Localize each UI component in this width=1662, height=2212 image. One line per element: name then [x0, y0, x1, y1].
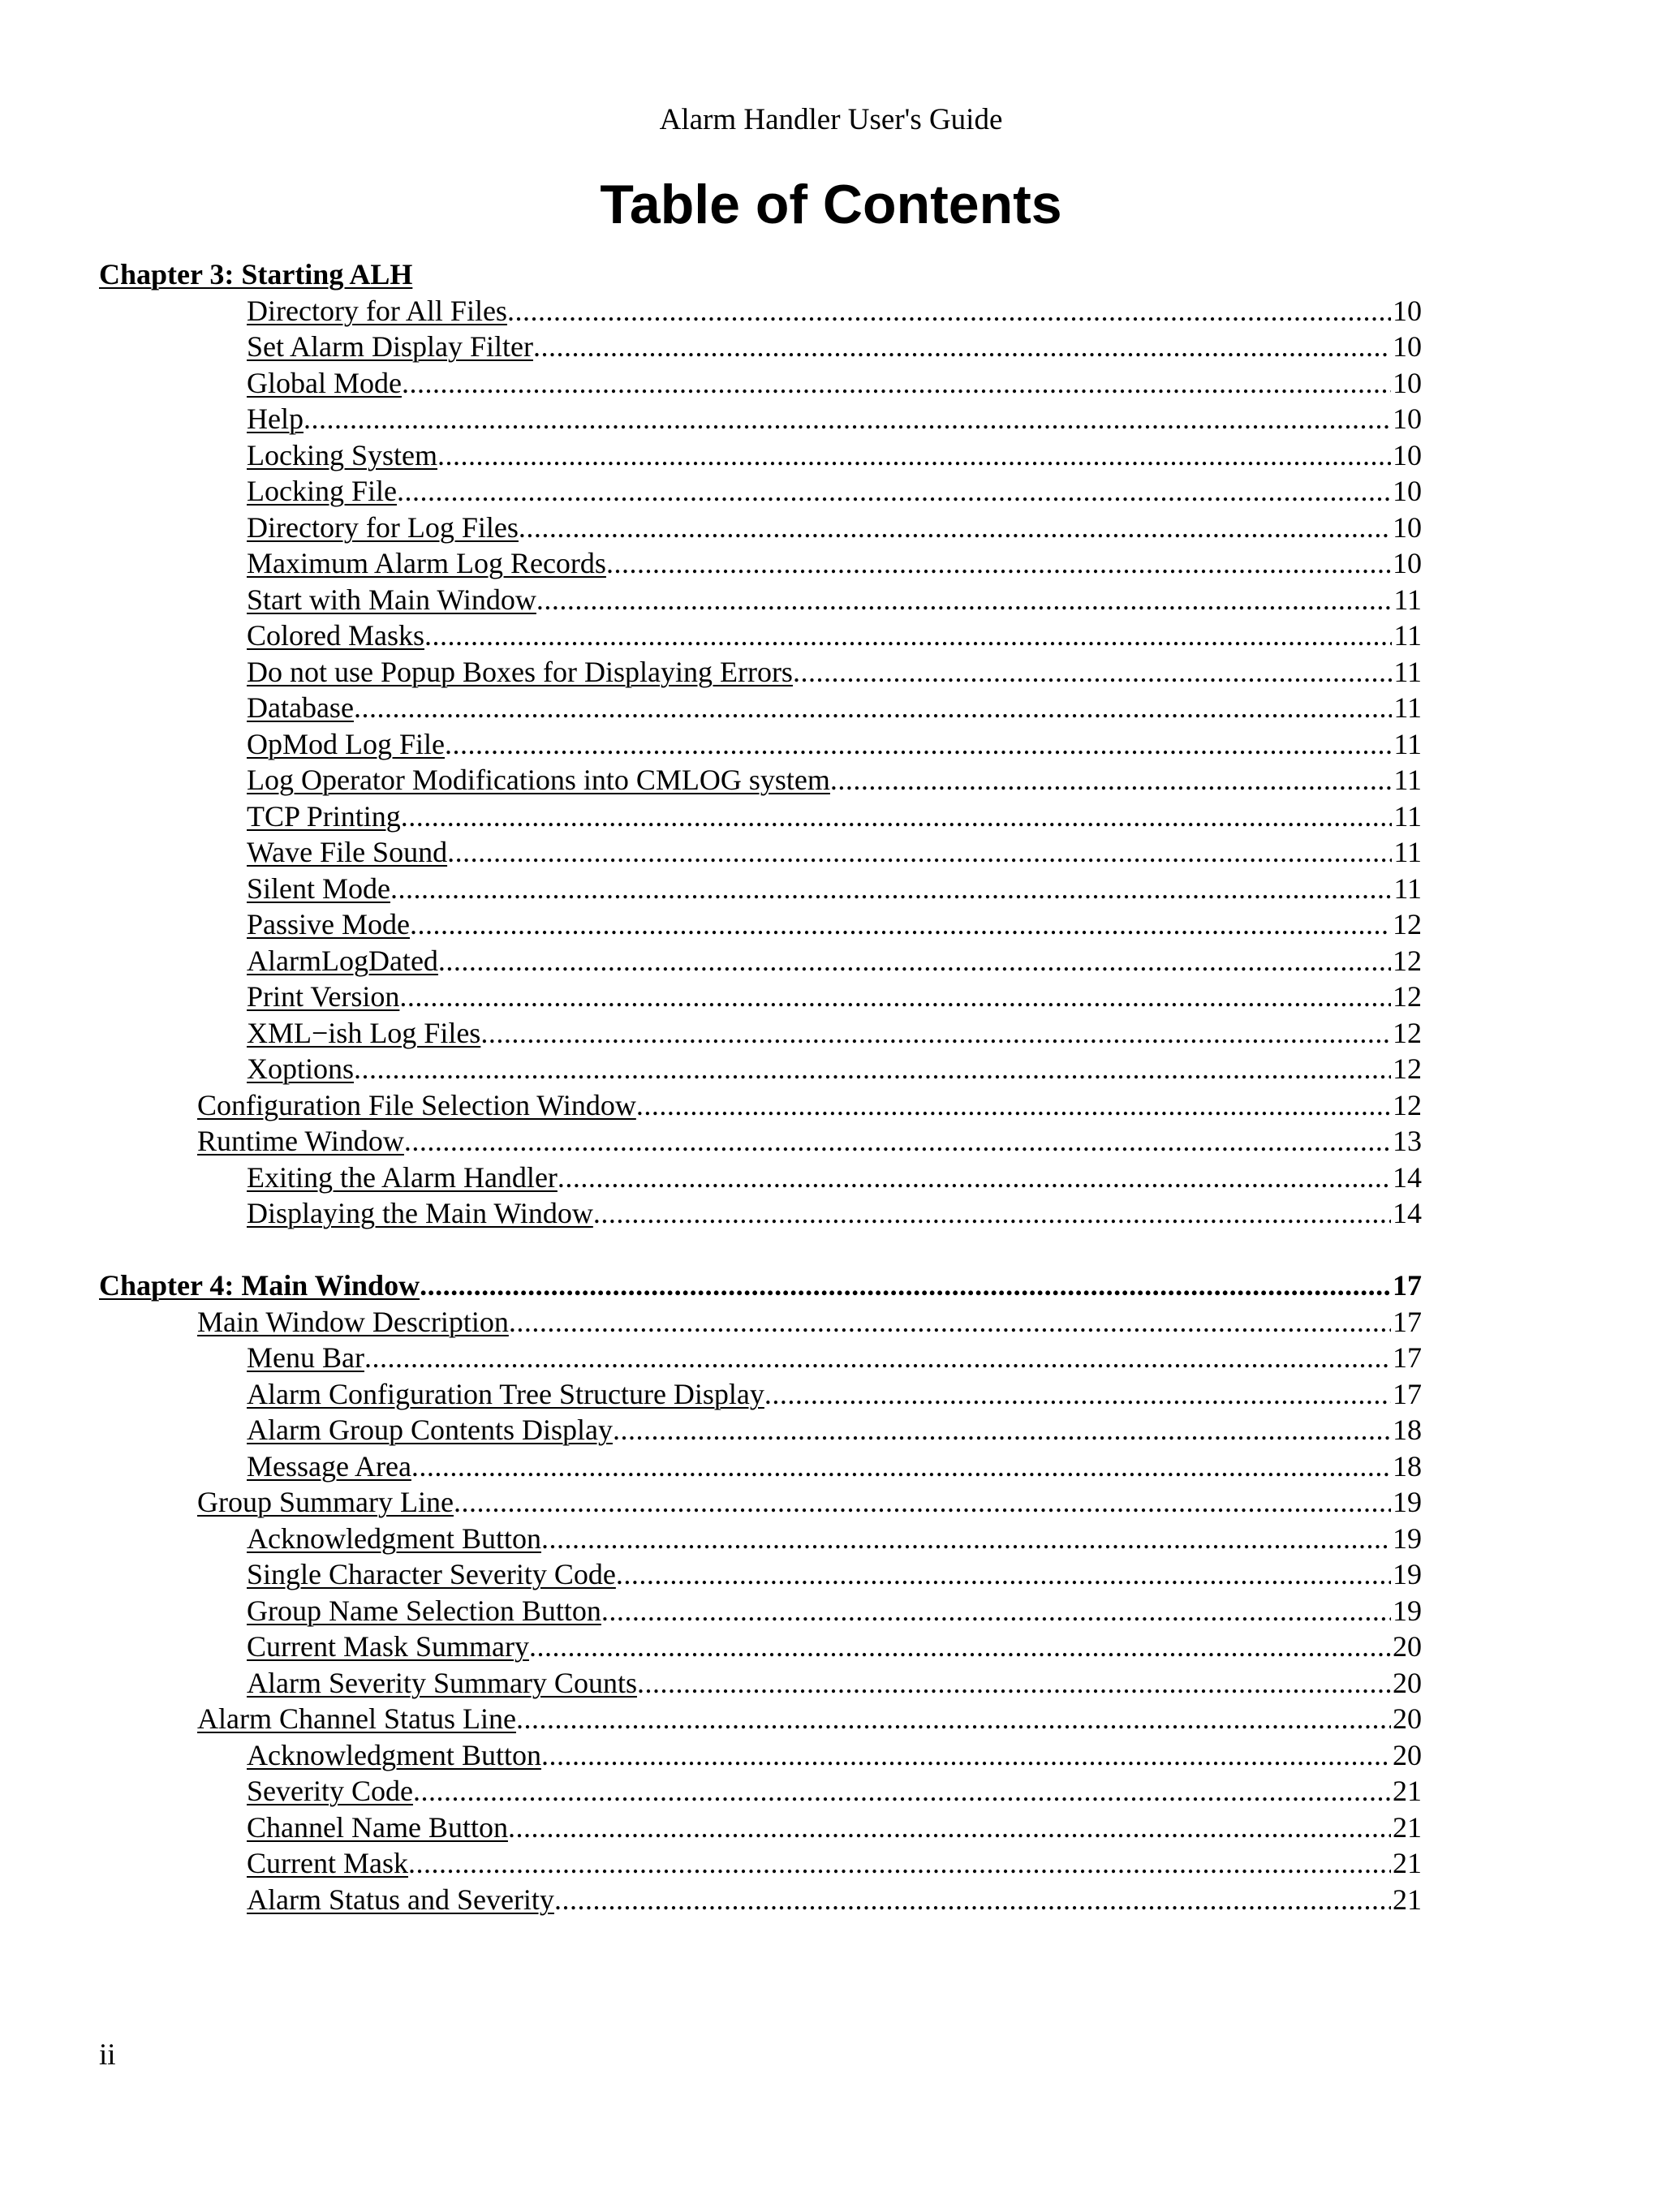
dot-leader [420, 1267, 1391, 1304]
toc-entry-link[interactable]: Group Summary Line [197, 1486, 454, 1518]
dot-leader [536, 582, 1392, 618]
toc-entry-link[interactable]: Start with Main Window [247, 583, 536, 616]
dot-leader [413, 1773, 1391, 1810]
dot-leader [529, 1629, 1391, 1665]
toc-entry-link[interactable]: Wave File Sound [247, 836, 448, 868]
toc-page-number: 21 [1393, 1883, 1422, 1916]
dot-leader [636, 1087, 1391, 1124]
toc-entry-link[interactable]: TCP Printing [247, 800, 401, 833]
toc-entry [247, 762, 1422, 798]
toc-entry-link[interactable]: Xoptions [247, 1052, 355, 1085]
dot-leader [445, 726, 1392, 763]
toc-page-number: 12 [1393, 980, 1422, 1013]
toc-page-number: 11 [1393, 656, 1422, 688]
toc-page-number: 18 [1393, 1450, 1422, 1483]
dot-leader [541, 1521, 1391, 1557]
toc-page-number: 12 [1393, 1017, 1422, 1049]
dot-leader [519, 510, 1391, 546]
toc-entry [247, 1340, 1422, 1376]
toc-entry [247, 1376, 1422, 1413]
dot-leader [554, 1882, 1391, 1918]
dot-leader [480, 1015, 1391, 1052]
toc-entry [247, 1160, 1422, 1196]
toc-entry-link[interactable]: Single Character Severity Code [247, 1558, 616, 1590]
dot-leader [354, 690, 1392, 726]
toc-entry [247, 1882, 1422, 1918]
dot-leader [397, 473, 1391, 510]
toc-entry-link[interactable]: Chapter 4: Main Window [99, 1269, 420, 1302]
toc-page-number: 10 [1393, 547, 1422, 579]
toc-entry-link[interactable]: OpMod Log File [247, 728, 446, 760]
toc-entry [247, 473, 1422, 510]
dot-leader [447, 834, 1392, 871]
toc-entry [247, 1773, 1422, 1810]
toc-page-number: 17 [1393, 1341, 1422, 1374]
toc-entry [197, 1123, 1422, 1160]
toc-page-number: 21 [1393, 1811, 1422, 1844]
toc-page-number: 21 [1393, 1775, 1422, 1807]
toc-entry-link[interactable]: Passive Mode [247, 908, 410, 940]
toc-entry [247, 293, 1422, 329]
toc-entry [247, 1412, 1422, 1448]
toc-entry-link[interactable]: Global Mode [247, 367, 402, 399]
toc-page-number: 19 [1393, 1594, 1422, 1627]
toc-entry [247, 582, 1422, 618]
dot-leader [454, 1484, 1391, 1521]
toc-entry-link[interactable]: Alarm Severity Summary Counts [247, 1667, 637, 1699]
toc-entry-link[interactable]: Acknowledgment Button [247, 1739, 541, 1771]
dot-leader [637, 1665, 1391, 1702]
toc-page-number: 19 [1393, 1486, 1422, 1518]
dot-leader [438, 943, 1391, 979]
toc-page-number: 20 [1393, 1702, 1422, 1735]
toc-page-number: 14 [1393, 1197, 1422, 1229]
toc-entry-link[interactable]: Message Area [247, 1450, 411, 1483]
toc-entry-link[interactable]: Directory for All Files [247, 295, 507, 327]
toc-page-number: 17 [1393, 1306, 1422, 1338]
toc-page-number: 12 [1393, 945, 1422, 977]
toc-page-number: 20 [1393, 1739, 1422, 1771]
toc-page-number: 21 [1393, 1847, 1422, 1879]
toc-entry [247, 1015, 1422, 1052]
toc-page-number: 11 [1393, 800, 1422, 833]
toc-page-number: 11 [1393, 764, 1422, 796]
toc-page-number: 10 [1393, 295, 1422, 327]
dot-leader [507, 293, 1391, 329]
toc-entry [247, 1521, 1422, 1557]
toc-entry [197, 1701, 1422, 1737]
toc-entry-link[interactable]: Maximum Alarm Log Records [247, 547, 606, 579]
dot-leader [437, 437, 1391, 474]
toc-entry [247, 437, 1422, 474]
toc-entry-link[interactable]: Set Alarm Display Filter [247, 330, 533, 363]
toc-entry [247, 1195, 1422, 1232]
dot-leader [541, 1737, 1391, 1774]
toc-entry-link[interactable]: Alarm Channel Status Line [197, 1702, 516, 1735]
dot-leader [364, 1340, 1391, 1376]
running-header: Alarm Handler User's Guide [659, 103, 1003, 136]
toc-page-number: 11 [1393, 691, 1422, 724]
toc-page-number: 18 [1393, 1414, 1422, 1446]
toc-page-number: 10 [1393, 439, 1422, 471]
toc-entry [247, 1556, 1422, 1593]
toc-entry [247, 690, 1422, 726]
toc-entry-link[interactable]: Locking File [247, 475, 397, 507]
toc-entry [247, 365, 1422, 402]
toc-entry-link[interactable]: Database [247, 691, 354, 724]
toc-page-number: 11 [1393, 872, 1422, 905]
toc-entry-link[interactable]: Alarm Status and Severity [247, 1883, 554, 1916]
toc-entry-link[interactable]: Group Name Selection Button [247, 1594, 601, 1627]
toc-entry-link[interactable]: Channel Name Button [247, 1811, 508, 1844]
toc-entry-link[interactable]: Alarm Configuration Tree Structure Display [247, 1378, 764, 1410]
toc-page-number: 12 [1393, 1089, 1422, 1121]
toc-entry-link[interactable]: XML−ish Log Files [247, 1017, 481, 1049]
toc-entry-link[interactable]: Current Mask [247, 1847, 408, 1879]
dot-leader [401, 798, 1393, 835]
toc-entry-link[interactable]: Runtime Window [197, 1125, 404, 1157]
toc-entry-link[interactable]: Displaying the Main Window [247, 1197, 593, 1229]
toc-chapter-entry [99, 1267, 1422, 1304]
toc-entry [247, 545, 1422, 582]
dot-leader [601, 1593, 1391, 1629]
toc-entry-link[interactable]: Alarm Group Contents Display [247, 1414, 613, 1446]
toc-page-number: 19 [1393, 1558, 1422, 1590]
toc-page-number: 19 [1393, 1522, 1422, 1555]
toc-entry [247, 329, 1422, 365]
toc-page-number: 13 [1393, 1125, 1422, 1157]
toc-page-number: 20 [1393, 1667, 1422, 1699]
toc-page-number: 17 [1393, 1378, 1422, 1410]
toc-page-number: 12 [1393, 1052, 1422, 1085]
toc-entry-link[interactable]: AlarmLogDated [247, 945, 438, 977]
toc-page-number: 11 [1393, 583, 1422, 616]
toc-entry-link[interactable]: Do not use Popup Boxes for Displaying Errors [247, 656, 793, 688]
toc-entry [247, 1665, 1422, 1702]
toc-entry [247, 618, 1422, 654]
dot-leader [402, 365, 1391, 402]
toc-entry [247, 401, 1422, 437]
toc-entry [247, 943, 1422, 979]
dot-leader [533, 329, 1391, 365]
toc-page-number: 10 [1393, 330, 1422, 363]
dot-leader [410, 906, 1391, 943]
dot-leader [390, 871, 1392, 907]
dot-leader [606, 545, 1391, 582]
toc-chapter-entry [99, 256, 1422, 293]
toc-entry [197, 1484, 1422, 1521]
toc-entry-link[interactable]: Help [247, 402, 304, 435]
toc-entry-link[interactable]: Directory for Log Files [247, 511, 519, 544]
toc-page-number: 10 [1393, 367, 1422, 399]
toc-entry [247, 726, 1422, 763]
toc-page-number: 14 [1393, 1161, 1422, 1194]
toc-entry-link[interactable]: Print Version [247, 980, 400, 1013]
dot-leader [764, 1376, 1391, 1413]
toc-entry [247, 979, 1422, 1015]
toc-page-number: 11 [1393, 619, 1422, 652]
toc-page-number: 10 [1393, 475, 1422, 507]
dot-leader [593, 1195, 1391, 1232]
dot-leader [613, 1412, 1391, 1448]
toc-entry-link[interactable]: Current Mask Summary [247, 1630, 529, 1663]
toc-entry [247, 654, 1422, 691]
dot-leader [411, 1448, 1391, 1485]
dot-leader [509, 1304, 1391, 1341]
dot-leader [424, 618, 1392, 654]
toc-page-number: 20 [1393, 1630, 1422, 1663]
toc-entry [247, 1448, 1422, 1485]
toc-entry-link[interactable]: Main Window Description [197, 1306, 509, 1338]
toc-entry [247, 1737, 1422, 1774]
toc-entry [247, 834, 1422, 871]
dot-leader [516, 1701, 1391, 1737]
dot-leader [830, 762, 1392, 798]
toc-entry-link[interactable]: Exiting the Alarm Handler [247, 1161, 558, 1194]
footer-page-number: ii [99, 2038, 116, 2072]
toc-entry-link[interactable]: Menu Bar [247, 1341, 364, 1374]
toc-page-number: 11 [1393, 728, 1422, 760]
toc-entry-link[interactable]: Configuration File Selection Window [197, 1089, 636, 1121]
dot-leader [304, 401, 1391, 437]
dot-leader [508, 1810, 1391, 1846]
toc-page-number: 10 [1393, 511, 1422, 544]
toc-entry-link[interactable]: Silent Mode [247, 872, 390, 905]
toc-entry [247, 1810, 1422, 1846]
toc-entry [247, 1845, 1422, 1882]
toc-entry [247, 1051, 1422, 1087]
toc-entry [247, 798, 1422, 835]
page-title: Table of Contents [600, 174, 1062, 235]
dot-leader [354, 1051, 1391, 1087]
toc-entry [247, 906, 1422, 943]
toc-page-number: 17 [1393, 1269, 1422, 1302]
toc-page-number: 11 [1393, 836, 1422, 868]
dot-leader [404, 1123, 1391, 1160]
dot-leader [408, 1845, 1391, 1882]
toc-entry [247, 510, 1422, 546]
toc-entry [247, 871, 1422, 907]
toc-entry-link[interactable]: Locking System [247, 439, 437, 471]
toc-entry [197, 1304, 1422, 1341]
toc-entry-link[interactable]: Log Operator Modifications into CMLOG system [247, 764, 830, 796]
toc-entry-link[interactable]: Acknowledgment Button [247, 1522, 541, 1555]
dot-leader [558, 1160, 1391, 1196]
toc-entry [247, 1593, 1422, 1629]
toc-entry [197, 1087, 1422, 1124]
dot-leader [399, 979, 1391, 1015]
toc-entry-link[interactable]: Colored Masks [247, 619, 424, 652]
toc-page-number: 10 [1393, 402, 1422, 435]
toc-entry-link[interactable]: Severity Code [247, 1775, 413, 1807]
dot-leader [793, 654, 1392, 691]
toc-entry [247, 1629, 1422, 1665]
dot-leader [616, 1556, 1391, 1593]
toc-page-number: 12 [1393, 908, 1422, 940]
toc-entry-link[interactable]: Chapter 3: Starting ALH [99, 258, 413, 290]
